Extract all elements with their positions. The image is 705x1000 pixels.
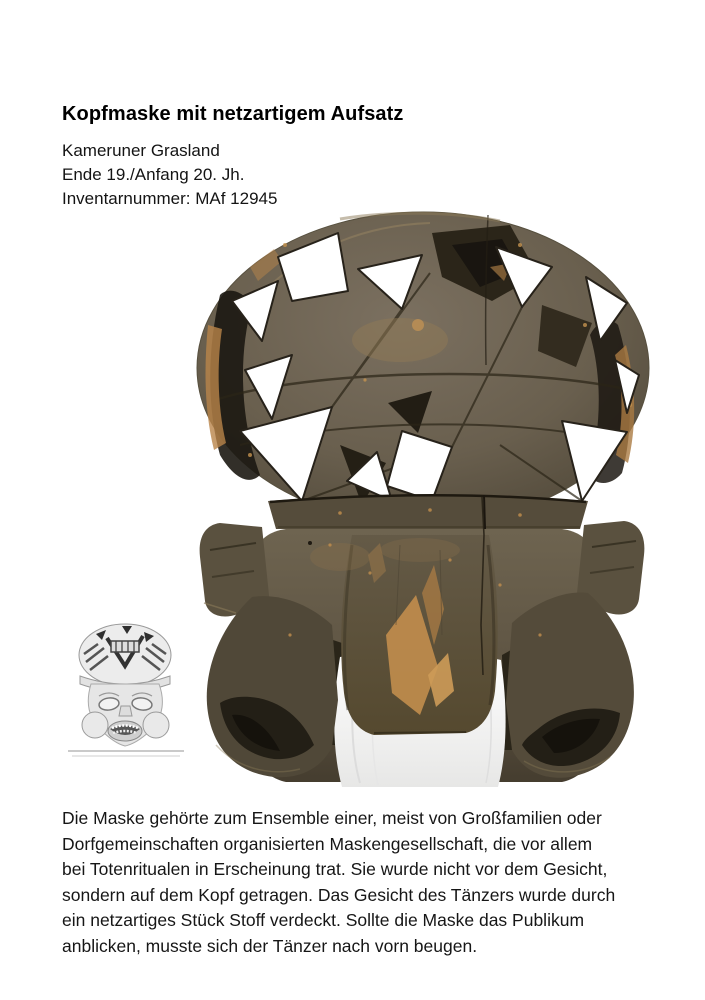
detail-inventory: Inventarnummer: MAf 12945	[62, 189, 278, 208]
mask-cheek-lobe-left	[207, 596, 338, 777]
mask-front-sketch	[66, 618, 186, 778]
description-line: bei Totenritualen in Erscheinung trat. Sie wurde nicht vor dem Gesicht,	[62, 859, 608, 879]
mask-back-photo	[190, 205, 655, 795]
description-line: sondern auf dem Kopf getragen. Das Gesicht des Tänzers wurde durch	[62, 884, 616, 905]
mask-cheek-lobe-right	[506, 593, 634, 778]
page-title: Kopfmaske mit netzartigem Aufsatz	[62, 103, 404, 125]
sketch-baseline	[68, 751, 184, 756]
detail-origin: Kameruner Grasland	[62, 141, 220, 160]
mask-face-back	[200, 497, 645, 787]
description	[62, 806, 615, 959]
description-line: ein netzartiges Stück Stoff verdeckt. Sollte die Maske das Publikum	[62, 910, 585, 930]
object-details	[62, 139, 277, 211]
sketch-crown	[79, 624, 171, 686]
detail-period: Ende 19./Anfang 20. Jh.	[62, 165, 245, 184]
description-line: Die Maske gehörte zum Ensemble einer, meist von Großfamilien oder	[62, 808, 602, 828]
description-line: Dorfgemeinschaften organisierten Maskengesellschaft, die vor allem	[62, 833, 593, 854]
mask-headdress-dome	[197, 212, 649, 524]
description-line: anblicken, musste sich der Tänzer nach vorn beugen.	[62, 935, 478, 956]
sketch-face	[80, 676, 170, 746]
mask-central-wedge	[341, 535, 497, 735]
mask-rim-band	[268, 495, 588, 529]
